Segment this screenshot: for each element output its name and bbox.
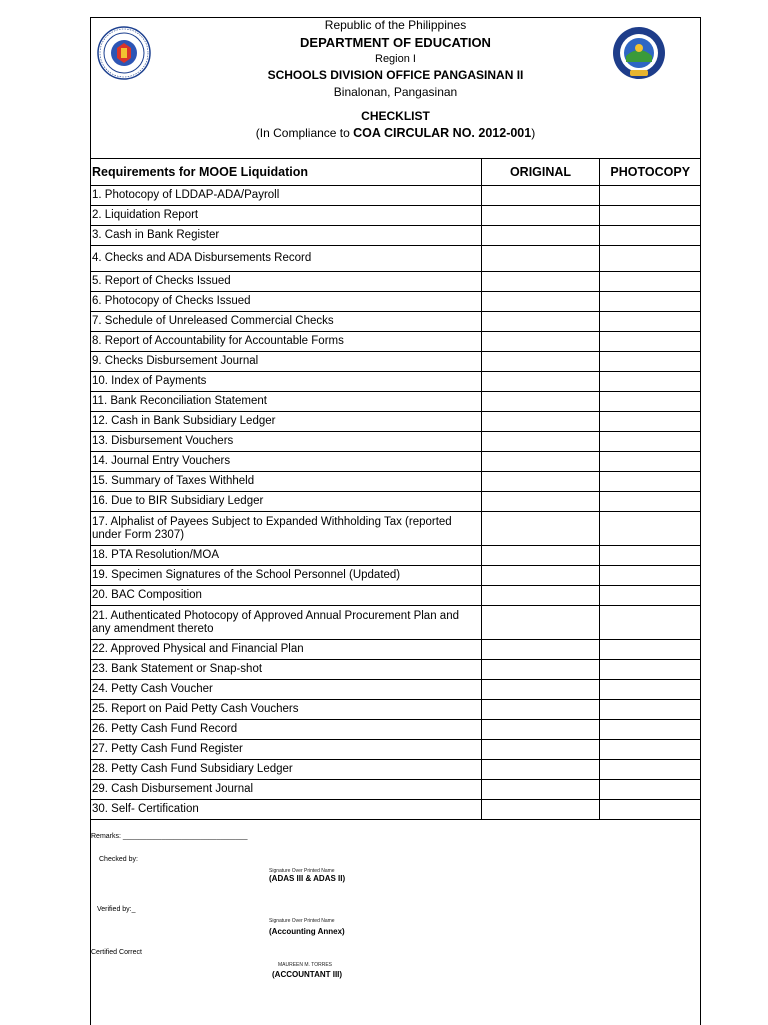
compliance-circular: COA CIRCULAR NO. 2012-001 [353, 126, 532, 140]
photocopy-checkbox-cell[interactable] [599, 352, 700, 372]
requirements-body [91, 186, 700, 820]
republic-line: Republic of the Philippines [324, 18, 467, 32]
requirement-label: 3. Cash in Bank Register [91, 226, 481, 246]
requirement-label: 20. BAC Composition [91, 586, 481, 606]
table-row [91, 680, 700, 700]
photocopy-checkbox-cell[interactable] [599, 606, 700, 640]
photocopy-checkbox-cell[interactable] [599, 586, 700, 606]
original-checkbox-cell[interactable] [481, 392, 599, 412]
requirement-label: 7. Schedule of Unreleased Commercial Checks [91, 312, 481, 332]
table-row [91, 186, 700, 206]
original-checkbox-cell[interactable] [481, 660, 599, 680]
original-checkbox-cell[interactable] [481, 566, 599, 586]
compliance-line [91, 126, 700, 140]
sig1-caption: Signature Over Printed Name [269, 868, 335, 874]
compliance-open: (In Compliance to [255, 126, 354, 140]
original-checkbox-cell[interactable] [481, 226, 599, 246]
original-checkbox-cell[interactable] [481, 680, 599, 700]
photocopy-checkbox-cell[interactable] [599, 760, 700, 780]
requirement-label: 4. Checks and ADA Disbursements Record [91, 246, 481, 272]
photocopy-checkbox-cell[interactable] [599, 640, 700, 660]
sig2-caption: Signature Over Printed Name [269, 918, 335, 924]
sig3-role: (ACCOUNTANT III) [272, 970, 343, 979]
table-row [91, 246, 700, 272]
photocopy-checkbox-cell[interactable] [599, 512, 700, 546]
photocopy-checkbox-cell[interactable] [599, 372, 700, 392]
table-row [91, 392, 700, 412]
location-line: Binalonan, Pangasinan [333, 85, 458, 99]
col-requirements: Requirements for MOOE Liquidation [91, 159, 481, 186]
table-row [91, 700, 700, 720]
original-checkbox-cell[interactable] [481, 492, 599, 512]
original-checkbox-cell[interactable] [481, 740, 599, 760]
original-checkbox-cell[interactable] [481, 472, 599, 492]
requirement-label: 15. Summary of Taxes Withheld [91, 472, 481, 492]
table-row [91, 472, 700, 492]
photocopy-checkbox-cell[interactable] [599, 206, 700, 226]
table-row [91, 412, 700, 432]
requirement-label: 26. Petty Cash Fund Record [91, 720, 481, 740]
original-checkbox-cell[interactable] [481, 700, 599, 720]
original-checkbox-cell[interactable] [481, 292, 599, 312]
requirement-label: 8. Report of Accountability for Accountable Forms [91, 332, 481, 352]
table-row [91, 372, 700, 392]
photocopy-checkbox-cell[interactable] [599, 432, 700, 452]
region-line: Region I [375, 53, 416, 65]
requirement-label: 1. Photocopy of LDDAP-ADA/Payroll [91, 186, 481, 206]
original-checkbox-cell[interactable] [481, 512, 599, 546]
photocopy-checkbox-cell[interactable] [599, 452, 700, 472]
photocopy-checkbox-cell[interactable] [599, 720, 700, 740]
table-row [91, 760, 700, 780]
original-checkbox-cell[interactable] [481, 246, 599, 272]
photocopy-checkbox-cell[interactable] [599, 546, 700, 566]
table-row [91, 432, 700, 452]
compliance-close: ) [531, 126, 536, 140]
table-row [91, 800, 700, 820]
table-row [91, 660, 700, 680]
original-checkbox-cell[interactable] [481, 352, 599, 372]
table-row [91, 606, 700, 640]
department-line: DEPARTMENT OF EDUCATION [300, 35, 491, 50]
table-row [91, 452, 700, 472]
original-checkbox-cell[interactable] [481, 800, 599, 820]
requirement-label: 19. Specimen Signatures of the School Personnel (Updated) [91, 566, 481, 586]
requirement-label: 22. Approved Physical and Financial Plan [91, 640, 481, 660]
photocopy-checkbox-cell[interactable] [599, 272, 700, 292]
certified-correct-label: Certified Correct [91, 949, 142, 956]
checklist-title: CHECKLIST [361, 109, 430, 123]
requirement-label: 28. Petty Cash Fund Subsidiary Ledger [91, 760, 481, 780]
requirement-label: 14. Journal Entry Vouchers [91, 452, 481, 472]
requirement-label: 5. Report of Checks Issued [91, 272, 481, 292]
requirement-label: 24. Petty Cash Voucher [91, 680, 481, 700]
table-row [91, 332, 700, 352]
photocopy-checkbox-cell[interactable] [599, 680, 700, 700]
original-checkbox-cell[interactable] [481, 332, 599, 352]
photocopy-checkbox-cell[interactable] [599, 472, 700, 492]
requirement-label: 11. Bank Reconciliation Statement [91, 392, 481, 412]
sig2-role: (Accounting Annex) [269, 927, 345, 936]
original-checkbox-cell[interactable] [481, 272, 599, 292]
original-checkbox-cell[interactable] [481, 640, 599, 660]
table-row [91, 352, 700, 372]
photocopy-checkbox-cell[interactable] [599, 412, 700, 432]
requirement-label: 18. PTA Resolution/MOA [91, 546, 481, 566]
original-checkbox-cell[interactable] [481, 586, 599, 606]
requirement-label: 27. Petty Cash Fund Register [91, 740, 481, 760]
original-checkbox-cell[interactable] [481, 452, 599, 472]
photocopy-checkbox-cell[interactable] [599, 566, 700, 586]
remarks-line: Remarks: ________________________________ [91, 833, 248, 840]
requirement-label: 12. Cash in Bank Subsidiary Ledger [91, 412, 481, 432]
photocopy-checkbox-cell[interactable] [599, 660, 700, 680]
photocopy-checkbox-cell[interactable] [599, 332, 700, 352]
photocopy-checkbox-cell[interactable] [599, 740, 700, 760]
original-checkbox-cell[interactable] [481, 720, 599, 740]
photocopy-checkbox-cell[interactable] [599, 392, 700, 412]
original-checkbox-cell[interactable] [481, 312, 599, 332]
verified-by-label: Verified by:_ [97, 906, 136, 913]
photocopy-checkbox-cell[interactable] [599, 800, 700, 820]
photocopy-checkbox-cell[interactable] [599, 780, 700, 800]
table-row [91, 292, 700, 312]
table-row [91, 586, 700, 606]
requirement-label: 9. Checks Disbursement Journal [91, 352, 481, 372]
photocopy-checkbox-cell[interactable] [599, 700, 700, 720]
table-row [91, 512, 700, 546]
requirements-table [91, 158, 700, 820]
document-header [91, 18, 700, 158]
original-checkbox-cell[interactable] [481, 412, 599, 432]
original-checkbox-cell[interactable] [481, 606, 599, 640]
original-checkbox-cell[interactable] [481, 432, 599, 452]
original-checkbox-cell[interactable] [481, 372, 599, 392]
requirement-label: 6. Photocopy of Checks Issued [91, 292, 481, 312]
requirement-label: 21. Authenticated Photocopy of Approved Annual Procurement Plan and any amendment thereto [91, 606, 481, 640]
photocopy-checkbox-cell[interactable] [599, 226, 700, 246]
requirement-label: 10. Index of Payments [91, 372, 481, 392]
table-row [91, 546, 700, 566]
requirement-label: 17. Alphalist of Payees Subject to Expanded Withholding Tax (reported under Form 2307) [91, 512, 481, 546]
table-row [91, 492, 700, 512]
requirement-label: 16. Due to BIR Subsidiary Ledger [91, 492, 481, 512]
original-checkbox-cell[interactable] [481, 760, 599, 780]
requirement-label: 25. Report on Paid Petty Cash Vouchers [91, 700, 481, 720]
requirement-label: 29. Cash Disbursement Journal [91, 780, 481, 800]
table-row [91, 720, 700, 740]
requirement-label: 30. Self- Certification [91, 800, 481, 820]
table-row [91, 740, 700, 760]
checked-by-label: Checked by: [99, 856, 138, 863]
table-header-row [91, 159, 700, 186]
requirement-label: 23. Bank Statement or Snap-shot [91, 660, 481, 680]
photocopy-checkbox-cell[interactable] [599, 492, 700, 512]
photocopy-checkbox-cell[interactable] [599, 292, 700, 312]
table-row [91, 780, 700, 800]
table-row [91, 640, 700, 660]
photocopy-checkbox-cell[interactable] [599, 312, 700, 332]
sig1-role: (ADAS III & ADAS II) [269, 874, 346, 883]
col-photocopy: PHOTOCOPY [599, 159, 700, 186]
table-row [91, 312, 700, 332]
original-checkbox-cell[interactable] [481, 546, 599, 566]
office-line: SCHOOLS DIVISION OFFICE PANGASINAN II [267, 68, 524, 82]
photocopy-checkbox-cell[interactable] [599, 246, 700, 272]
requirement-label: 13. Disbursement Vouchers [91, 432, 481, 452]
requirement-label: 2. Liquidation Report [91, 206, 481, 226]
original-checkbox-cell[interactable] [481, 780, 599, 800]
table-row [91, 206, 700, 226]
photocopy-checkbox-cell[interactable] [599, 186, 700, 206]
checklist-sheet [90, 17, 701, 1025]
table-row [91, 566, 700, 586]
table-row [91, 226, 700, 246]
original-checkbox-cell[interactable] [481, 186, 599, 206]
original-checkbox-cell[interactable] [481, 206, 599, 226]
col-original: ORIGINAL [481, 159, 599, 186]
table-row [91, 272, 700, 292]
sig3-name: MAUREEN M. TORRES [278, 962, 332, 968]
